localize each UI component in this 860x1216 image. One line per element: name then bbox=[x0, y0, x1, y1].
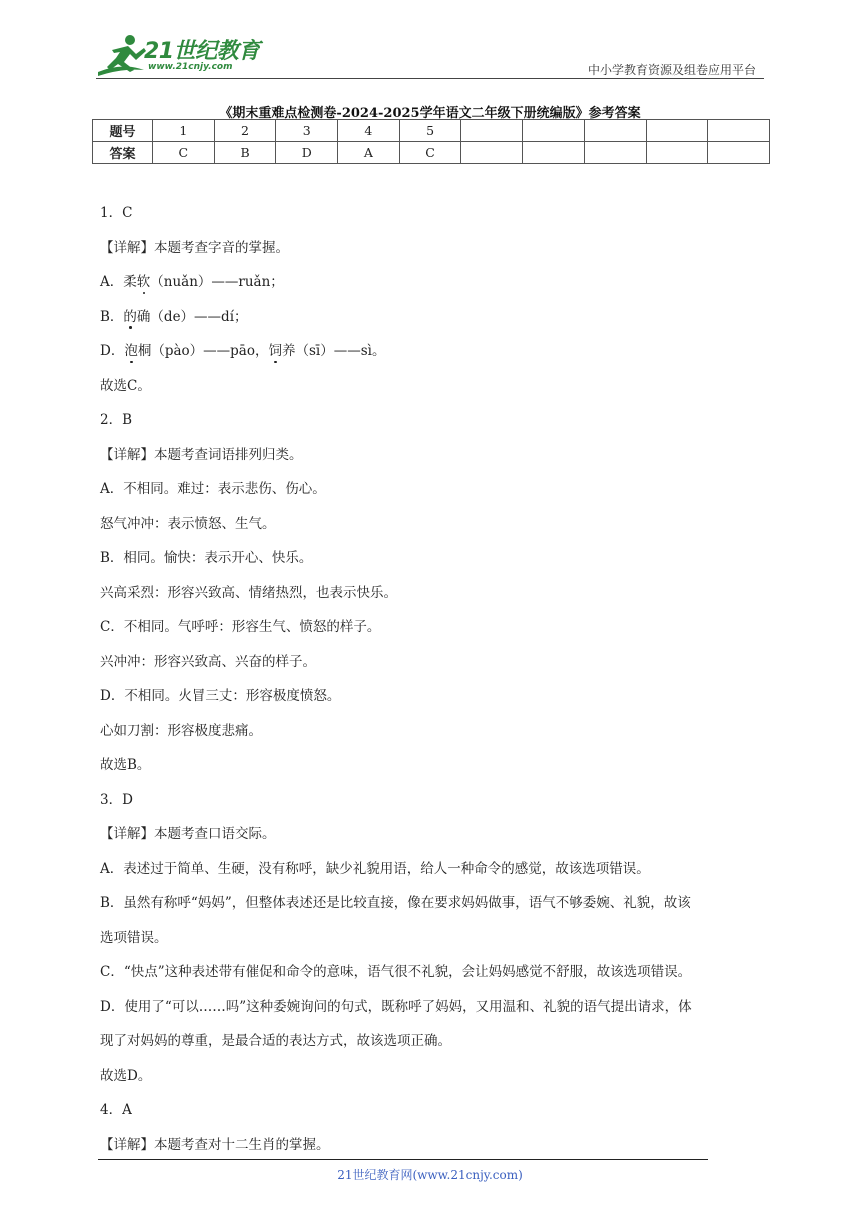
option-line: C．不相同。气呼呼：形容生气、愤怒的样子。 bbox=[100, 619, 381, 635]
conclusion-line: 故选C。 bbox=[100, 377, 151, 394]
table-cell: 3 bbox=[276, 120, 338, 142]
option-line: B．虽然有称呼“妈妈”，但整体表述还是比较直接，像在要求妈妈做事，语气不够委婉、礼貌，故该 bbox=[100, 895, 691, 911]
option-line bbox=[100, 334, 764, 369]
option-line: 兴冲冲：形容兴致高、兴奋的样子。 bbox=[100, 653, 316, 670]
question-heading: 2．B bbox=[100, 412, 133, 428]
dotted-char: 泡 bbox=[124, 343, 138, 359]
option-line: D．使用了“可以……吗”这种委婉询问的句式，既称呼了妈妈，又用温和、礼貌的语气提出请求，体 bbox=[100, 998, 692, 1015]
option-line: 现了对妈妈的尊重，是最合适的表达方式，故该选项正确。 bbox=[100, 1033, 451, 1049]
page-header bbox=[0, 0, 860, 80]
text-span: （nuǎn）——ruǎn； bbox=[150, 274, 284, 290]
table-cell: 1 bbox=[153, 120, 215, 142]
question-heading: 3．D bbox=[100, 791, 133, 808]
option-line: A．不相同。难过：表示悲伤、伤心。 bbox=[100, 481, 326, 497]
text-span: 桐（pào）——pāo， bbox=[137, 343, 269, 359]
answer-table bbox=[92, 119, 770, 164]
question-heading: 4．A bbox=[100, 1102, 132, 1118]
option-line bbox=[100, 300, 764, 335]
table-cell bbox=[523, 142, 585, 164]
option-line bbox=[100, 265, 764, 300]
detail-line: 【详解】本题考查词语排列归类。 bbox=[100, 446, 303, 463]
text-span: A．柔 bbox=[100, 274, 137, 290]
option-line: D．不相同。火冒三丈：形容极度愤怒。 bbox=[100, 688, 341, 704]
table-cell: 4 bbox=[338, 120, 400, 142]
dotted-char: 饲 bbox=[268, 343, 282, 359]
table-cell bbox=[708, 120, 770, 142]
table-cell: C bbox=[153, 142, 215, 164]
table-cell bbox=[523, 120, 585, 142]
table-row bbox=[93, 142, 770, 164]
detail-line: 【详解】本题考查口语交际。 bbox=[100, 826, 276, 842]
detail-line: 【详解】本题考查对十二生肖的掌握。 bbox=[100, 1136, 330, 1153]
table-cell: 2 bbox=[214, 120, 276, 142]
table-cell: 题号 bbox=[93, 120, 153, 142]
table-cell bbox=[461, 142, 523, 164]
option-line: 心如刀割：形容极度悲痛。 bbox=[100, 722, 262, 739]
question-heading: 1．C bbox=[100, 205, 133, 221]
dotted-char: 的 bbox=[123, 308, 137, 325]
table-cell bbox=[461, 120, 523, 142]
table-cell: A bbox=[338, 142, 400, 164]
text-span: B． bbox=[100, 308, 124, 325]
logo-url: www.21cnjy.com bbox=[148, 62, 233, 72]
option-line: 怒气冲冲：表示愤怒、生气。 bbox=[100, 515, 276, 532]
footer-text: 21世纪教育网(www.21cnjy.com) bbox=[337, 1168, 523, 1182]
dotted-char: 软 bbox=[136, 274, 151, 290]
table-cell bbox=[646, 120, 708, 142]
footer-divider bbox=[98, 1159, 708, 1160]
text-span: 养（sī）——sì。 bbox=[281, 343, 386, 359]
option-line: 兴高采烈：形容兴致高、情绪热烈，也表示快乐。 bbox=[100, 584, 397, 601]
option-line: 选项错误。 bbox=[100, 929, 168, 946]
table-cell: 答案 bbox=[93, 142, 153, 164]
document-title: 《期末重难点检测卷-2024-2025学年语文二年级下册统编版》参考答案 bbox=[219, 106, 641, 121]
platform-label: 中小学教育资源及组卷应用平台 bbox=[587, 63, 756, 77]
conclusion-line: 故选D。 bbox=[100, 1067, 152, 1084]
answer-explanations bbox=[100, 196, 764, 1162]
detail-line: 【详解】本题考查字音的掌握。 bbox=[100, 239, 289, 256]
conclusion-line: 故选B。 bbox=[100, 757, 151, 773]
text-span: D． bbox=[100, 343, 125, 359]
table-cell: D bbox=[276, 142, 338, 164]
table-row bbox=[93, 120, 770, 142]
table-cell bbox=[646, 142, 708, 164]
table-cell bbox=[584, 120, 646, 142]
option-line: A．表述过于简单、生硬，没有称呼，缺少礼貌用语，给人一种命令的感觉，故该选项错误。 bbox=[100, 860, 650, 877]
table-cell: C bbox=[399, 142, 461, 164]
table-cell: 5 bbox=[399, 120, 461, 142]
table-cell bbox=[584, 142, 646, 164]
header-divider bbox=[96, 78, 764, 79]
table-cell: B bbox=[214, 142, 276, 164]
option-line: C．“快点”这种表述带有催促和命令的意味，语气很不礼貌，会让妈妈感觉不舒服，故该选项错误。 bbox=[100, 964, 692, 980]
option-line: B．相同。愉快：表示开心、快乐。 bbox=[100, 550, 313, 566]
table-cell bbox=[708, 142, 770, 164]
text-span: 确（de）——dí； bbox=[136, 308, 248, 325]
logo-text: 21世纪教育 bbox=[144, 39, 260, 64]
